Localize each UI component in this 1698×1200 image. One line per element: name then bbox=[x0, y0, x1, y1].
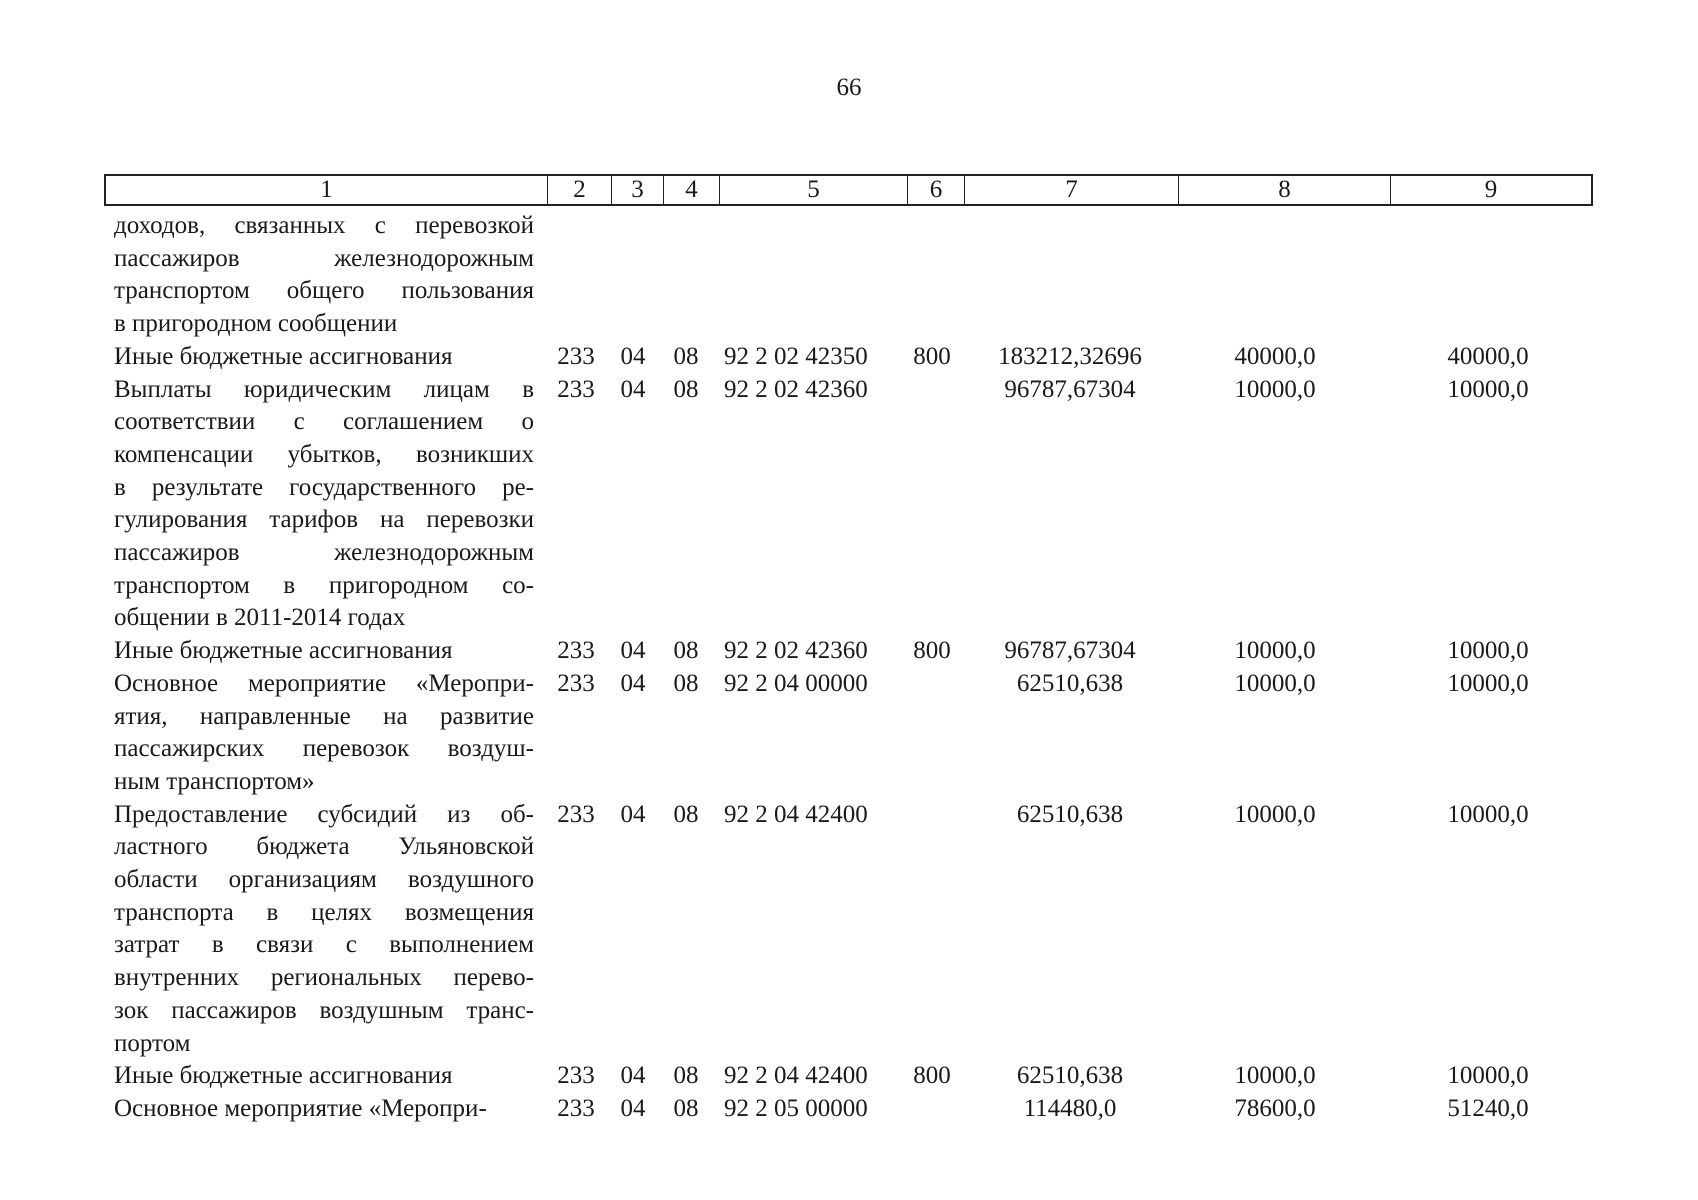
cell-col-3: 04 bbox=[620, 342, 646, 370]
cell-col-9: 10000,0 bbox=[1447, 669, 1529, 697]
cell-col-4: 08 bbox=[673, 637, 699, 665]
cell-col-8: 10000,0 bbox=[1234, 1062, 1316, 1090]
cell-col-8: 10000,0 bbox=[1234, 669, 1316, 697]
description-line: области организациям воздушного bbox=[114, 866, 534, 893]
cell-col-7: 62510,638 bbox=[1016, 800, 1124, 828]
cell-col-2: 233 bbox=[557, 637, 595, 665]
cell-col-3: 04 bbox=[620, 800, 646, 828]
row-description bbox=[114, 341, 534, 374]
cell-col-9: 40000,0 bbox=[1447, 342, 1529, 370]
cell-col-2: 233 bbox=[557, 375, 595, 403]
cell-col-7: 114480,0 bbox=[1023, 1094, 1117, 1122]
cell-col-5: 92 2 02 42360 bbox=[724, 637, 868, 665]
cell-col-5: 92 2 02 42360 bbox=[724, 375, 868, 403]
header-col-4: 4 bbox=[664, 176, 720, 204]
header-col-8: 8 bbox=[1179, 176, 1391, 204]
description-line: компенсации убытков, возникших bbox=[114, 440, 534, 468]
cell-col-7: 62510,638 bbox=[1016, 1062, 1124, 1090]
cell-col-9: 10000,0 bbox=[1447, 375, 1529, 403]
cell-col-8: 78600,0 bbox=[1234, 1094, 1316, 1122]
page-number: 66 bbox=[836, 74, 862, 101]
description-line: в пригородном сообщении bbox=[114, 310, 398, 338]
row-description bbox=[114, 635, 534, 668]
cell-col-5: 92 2 04 42400 bbox=[724, 800, 868, 828]
row-description bbox=[114, 1093, 534, 1126]
description-line: общении в 2011-2014 годах bbox=[114, 604, 406, 632]
cell-col-3: 04 bbox=[620, 1062, 646, 1090]
cell-col-6: 800 bbox=[913, 342, 951, 370]
cell-col-4: 08 bbox=[673, 375, 699, 403]
description-line: Иные бюджетные ассигнования bbox=[114, 1062, 453, 1090]
header-col-2: 2 bbox=[548, 176, 612, 204]
description-line: Основное мероприятие «Меропри- bbox=[114, 1094, 487, 1122]
cell-col-7: 96787,67304 bbox=[1004, 375, 1136, 403]
cell-col-7: 62510,638 bbox=[1016, 669, 1124, 697]
cell-col-9: 51240,0 bbox=[1447, 1094, 1529, 1122]
cell-col-8: 10000,0 bbox=[1234, 637, 1316, 665]
row-description bbox=[114, 210, 534, 341]
row-description bbox=[114, 1060, 534, 1093]
header-col-7: 7 bbox=[965, 176, 1179, 204]
header-col-1: 1 bbox=[106, 176, 548, 204]
cell-col-9: 10000,0 bbox=[1447, 800, 1529, 828]
description-line: зок пассажиров воздушным транс- bbox=[114, 996, 534, 1024]
cell-col-8: 10000,0 bbox=[1234, 800, 1316, 828]
cell-col-8: 40000,0 bbox=[1234, 342, 1316, 370]
description-line: гулирования тарифов на перевозки bbox=[114, 506, 534, 534]
cell-col-3: 04 bbox=[620, 669, 646, 697]
header-col-3: 3 bbox=[612, 176, 664, 204]
cell-col-3: 04 bbox=[620, 1094, 646, 1122]
description-line: Основное мероприятие «Меропри- bbox=[114, 669, 534, 697]
cell-col-5: 92 2 02 42350 bbox=[724, 342, 868, 370]
description-line: транспортом общего пользования bbox=[114, 277, 534, 305]
cell-col-7: 96787,67304 bbox=[1004, 637, 1136, 665]
description-line: ным транспортом» bbox=[114, 767, 315, 795]
description-line: пассажиров железнодорожным bbox=[114, 539, 534, 567]
cell-col-6: 800 bbox=[913, 1062, 951, 1090]
cell-col-4: 08 bbox=[673, 342, 699, 370]
row-description bbox=[114, 374, 534, 636]
description-line: доходов, связанных с перевозкой bbox=[114, 212, 534, 239]
description-line: внутренних региональных перево- bbox=[114, 964, 534, 992]
description-line: Иные бюджетные ассигнования bbox=[114, 342, 453, 370]
description-line: пассажирских перевозок воздуш- bbox=[114, 735, 534, 763]
cell-col-9: 10000,0 bbox=[1447, 637, 1529, 665]
cell-col-4: 08 bbox=[673, 669, 699, 697]
description-line: транспорта в целях возмещения bbox=[114, 898, 534, 926]
header-col-9: 9 bbox=[1484, 176, 1498, 203]
cell-col-7: 183212,32696 bbox=[998, 342, 1142, 370]
description-line: затрат в связи с выполнением bbox=[114, 931, 534, 959]
header-col-6: 6 bbox=[908, 176, 965, 204]
cell-col-2: 233 bbox=[557, 342, 595, 370]
cell-col-3: 04 bbox=[620, 375, 646, 403]
cell-col-3: 04 bbox=[620, 637, 646, 665]
description-line: Предоставление субсидий из об- bbox=[114, 800, 534, 828]
cell-col-6: 800 bbox=[913, 637, 951, 665]
description-line: соответствии с соглашением о bbox=[114, 408, 534, 436]
cell-col-8: 10000,0 bbox=[1234, 375, 1316, 403]
row-description bbox=[114, 799, 534, 1061]
description-line: ятия, направленные на развитие bbox=[114, 702, 534, 730]
cell-col-5: 92 2 04 42400 bbox=[724, 1062, 868, 1090]
description-line: в результате государственного ре- bbox=[114, 473, 534, 501]
description-line: ластного бюджета Ульяновской bbox=[114, 833, 534, 861]
description-line: пассажиров железнодорожным bbox=[114, 244, 534, 272]
cell-col-2: 233 bbox=[557, 800, 595, 828]
cell-col-2: 233 bbox=[557, 1094, 595, 1122]
cell-col-5: 92 2 04 00000 bbox=[724, 669, 868, 697]
description-line: транспортом в пригородном со- bbox=[114, 571, 534, 599]
cell-col-9: 10000,0 bbox=[1447, 1062, 1529, 1090]
cell-col-4: 08 bbox=[673, 1094, 699, 1122]
description-line: Иные бюджетные ассигнования bbox=[114, 637, 453, 665]
cell-col-5: 92 2 05 00000 bbox=[724, 1094, 868, 1122]
cell-col-2: 233 bbox=[557, 669, 595, 697]
row-description bbox=[114, 668, 534, 799]
header-col-5: 5 bbox=[720, 176, 908, 204]
cell-col-2: 233 bbox=[557, 1062, 595, 1090]
description-line: Выплаты юридическим лицам в bbox=[114, 375, 534, 403]
cell-col-4: 08 bbox=[673, 1062, 699, 1090]
description-line: портом bbox=[114, 1029, 191, 1057]
cell-col-4: 08 bbox=[673, 800, 699, 828]
